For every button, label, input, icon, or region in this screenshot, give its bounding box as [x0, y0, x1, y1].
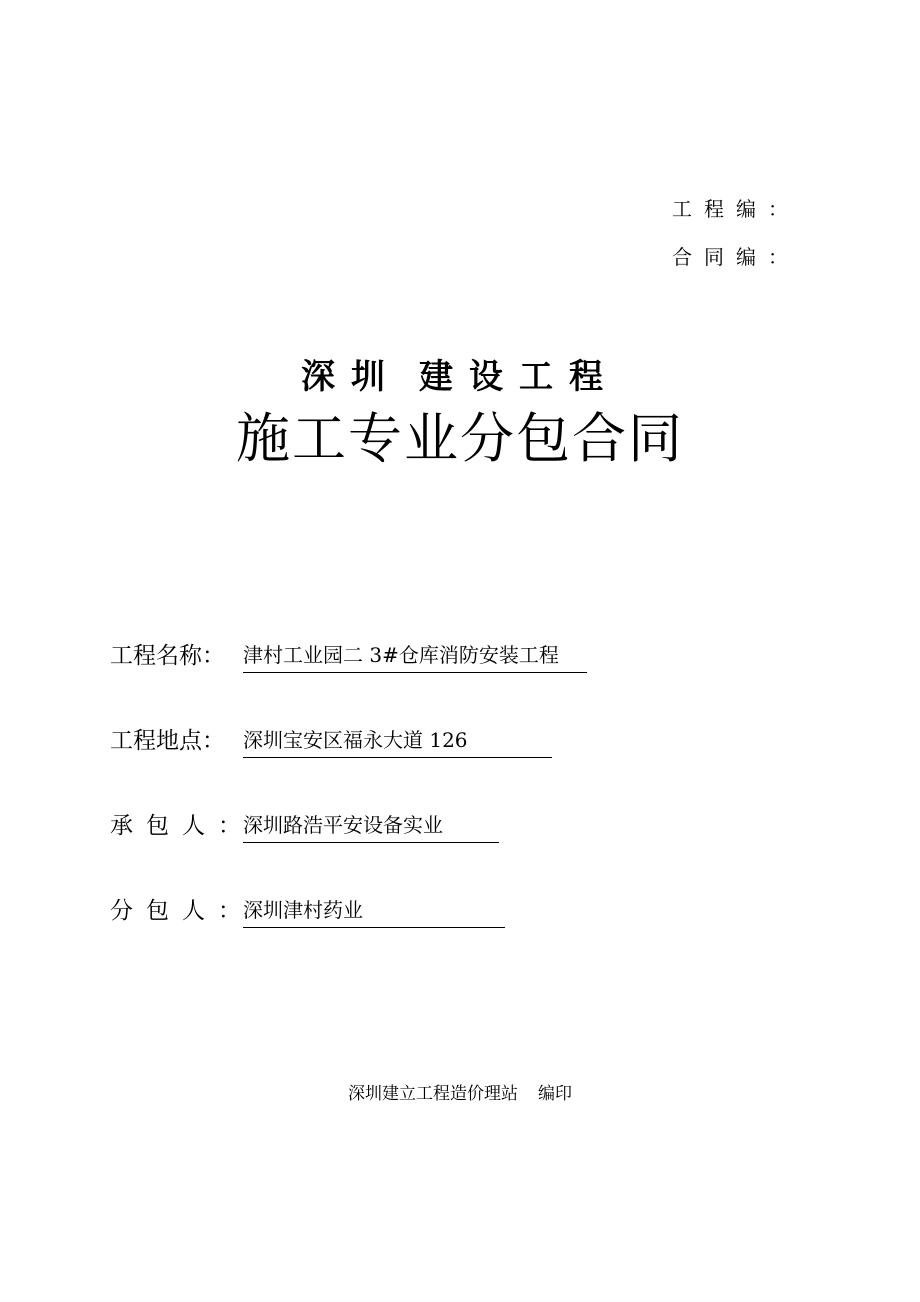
document-title-line1	[0, 352, 920, 402]
publisher-action: 编印	[538, 1084, 572, 1104]
project-number-label: 工程编：	[672, 197, 800, 221]
contract-info-fields	[110, 636, 810, 976]
field-value-contractor: 深圳路浩平安设备实业	[243, 808, 499, 843]
field-label-subcontractor: 分包人：	[110, 898, 254, 924]
title-category: 建设工程	[419, 357, 619, 397]
field-value-project-location: 深圳宝安区福永大道 126	[243, 723, 552, 758]
document-title-line2: 施工专业分包合同	[236, 407, 684, 470]
field-row-subcontractor	[110, 891, 810, 931]
field-value-project-name: 津村工业园二 3#仓库消防安装工程	[243, 638, 587, 673]
field-row-project-name	[110, 636, 810, 676]
publisher-footer	[0, 1080, 920, 1108]
field-label-contractor: 承包人：	[110, 813, 254, 839]
document-number-block	[672, 192, 872, 274]
field-label-project-location: 工程地点：	[110, 728, 225, 754]
contract-number-label: 合同编：	[672, 245, 800, 269]
field-row-project-location	[110, 721, 810, 761]
title-city: 深圳	[301, 357, 401, 397]
publisher-name: 深圳建立工程造价理站	[348, 1084, 518, 1104]
field-label-project-name: 工程名称：	[110, 643, 225, 669]
field-row-contractor	[110, 806, 810, 846]
field-value-subcontractor: 深圳津村药业	[243, 893, 505, 928]
